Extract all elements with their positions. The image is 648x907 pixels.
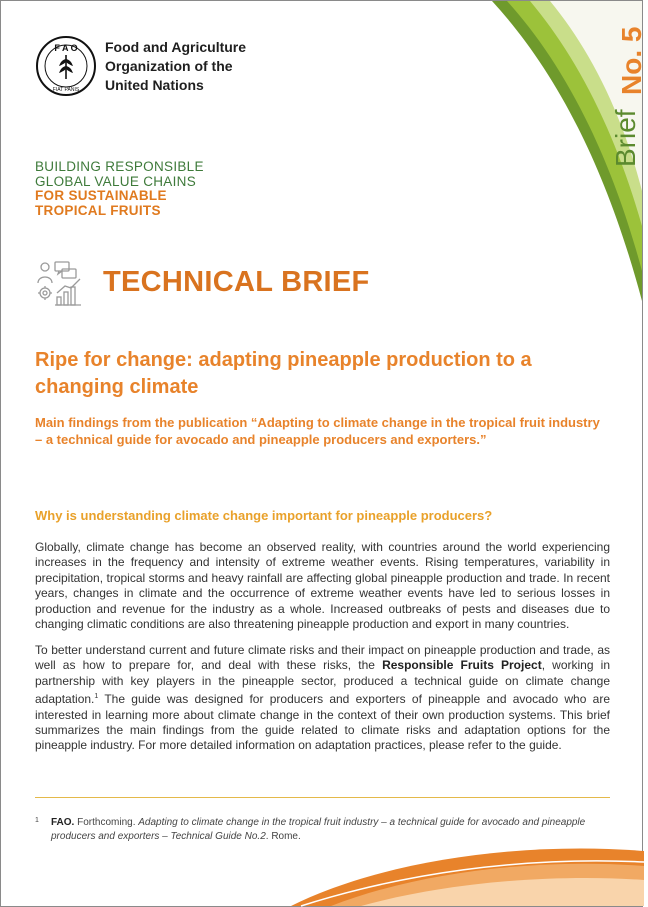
tagline-line-2: GLOBAL VALUE CHAINS — [35, 173, 197, 189]
paragraph-2-middle: , working in partnership with key players in the pineapple sector, produced a technical guide on climate change adaptation. — [35, 658, 610, 707]
people-chart-icon — [35, 259, 85, 309]
footnote-title: Adapting to climate change in the tropical fruit industry – a technical guide for avocado and pineapple producers and exporters – Technical Guide No.2 — [51, 817, 586, 842]
footnote-place: . Rome. — [265, 830, 301, 842]
tagline-line-3: FOR SUSTAINABLE — [35, 188, 167, 203]
tagline-line-1: BUILDING RESPONSIBLE — [35, 159, 204, 174]
paragraph-1: Globally, climate change has become an observed reality, with countries around the world experiencing increases in the frequency and intensity of extreme weather events. Rising temperatures, variability in precipitation, tropical storms and heavy rainfall are affecting global pineapple production and trade. In recent years, changes in climate and the occurrence of extreme weather events have led to serious losses in production and revenue for the industry as a whole. Increased outbreaks of pests and diseases due to changing climatic conditions are also threatening pineapple production and export in many countries. — [35, 540, 610, 632]
footnote-author: FAO. — [51, 817, 75, 828]
footnote-status: Forthcoming. — [74, 817, 139, 828]
project-name: Responsible Fruits Project — [382, 658, 542, 673]
logo-ring-text: FIAT PANIS — [52, 87, 80, 93]
org-line-1: Food and Agriculture — [105, 39, 247, 55]
value-chain-tagline — [35, 160, 204, 218]
fao-logo — [35, 35, 97, 97]
footnote-number: 1 — [35, 817, 39, 824]
brief-number-label — [606, 7, 646, 167]
document-title: Ripe for change: adapting pineapple production to a changing climate — [35, 349, 532, 398]
tagline-line-4: TROPICAL FRUITS — [35, 202, 161, 218]
document-subtitle: Main findings from the publication “Adapting to climate change in the tropical fruit industry – a technical guide for avocado and pineapple producers and exporters.” — [35, 415, 600, 447]
section-heading: Why is understanding climate change important for pineapple producers? — [35, 508, 493, 523]
paragraph-2 — [35, 643, 610, 754]
paragraph-2-end: The guide was designed for producers and exporters of pineapple and avocado who are interested in learning more about climate change in the context of their own production systems. This brief summarizes the main findings from the guide related to climate risks and adaptation options for the pineapple industry. For more detailed information on adaptation practices, please refer to the guide. — [35, 692, 610, 753]
org-line-2: Organization of the — [105, 58, 233, 74]
logo-letters: F A O — [54, 43, 78, 53]
footnote-divider — [35, 797, 610, 798]
footnote-reference[interactable]: 1 — [94, 693, 99, 701]
organization-name — [105, 38, 246, 95]
technical-brief-title: TECHNICAL BRIEF — [103, 266, 370, 298]
decorative-swoosh-bottom — [1, 826, 644, 906]
org-line-3: United Nations — [105, 77, 204, 93]
brief-number: No. 5 — [616, 26, 647, 95]
paragraph-2-start: To better understand current and future climate risks and their impact on pineapple production and trade, as well as how to prepare for, and deal with these risks, the — [35, 643, 610, 673]
brief-word: Brief — [610, 109, 641, 167]
